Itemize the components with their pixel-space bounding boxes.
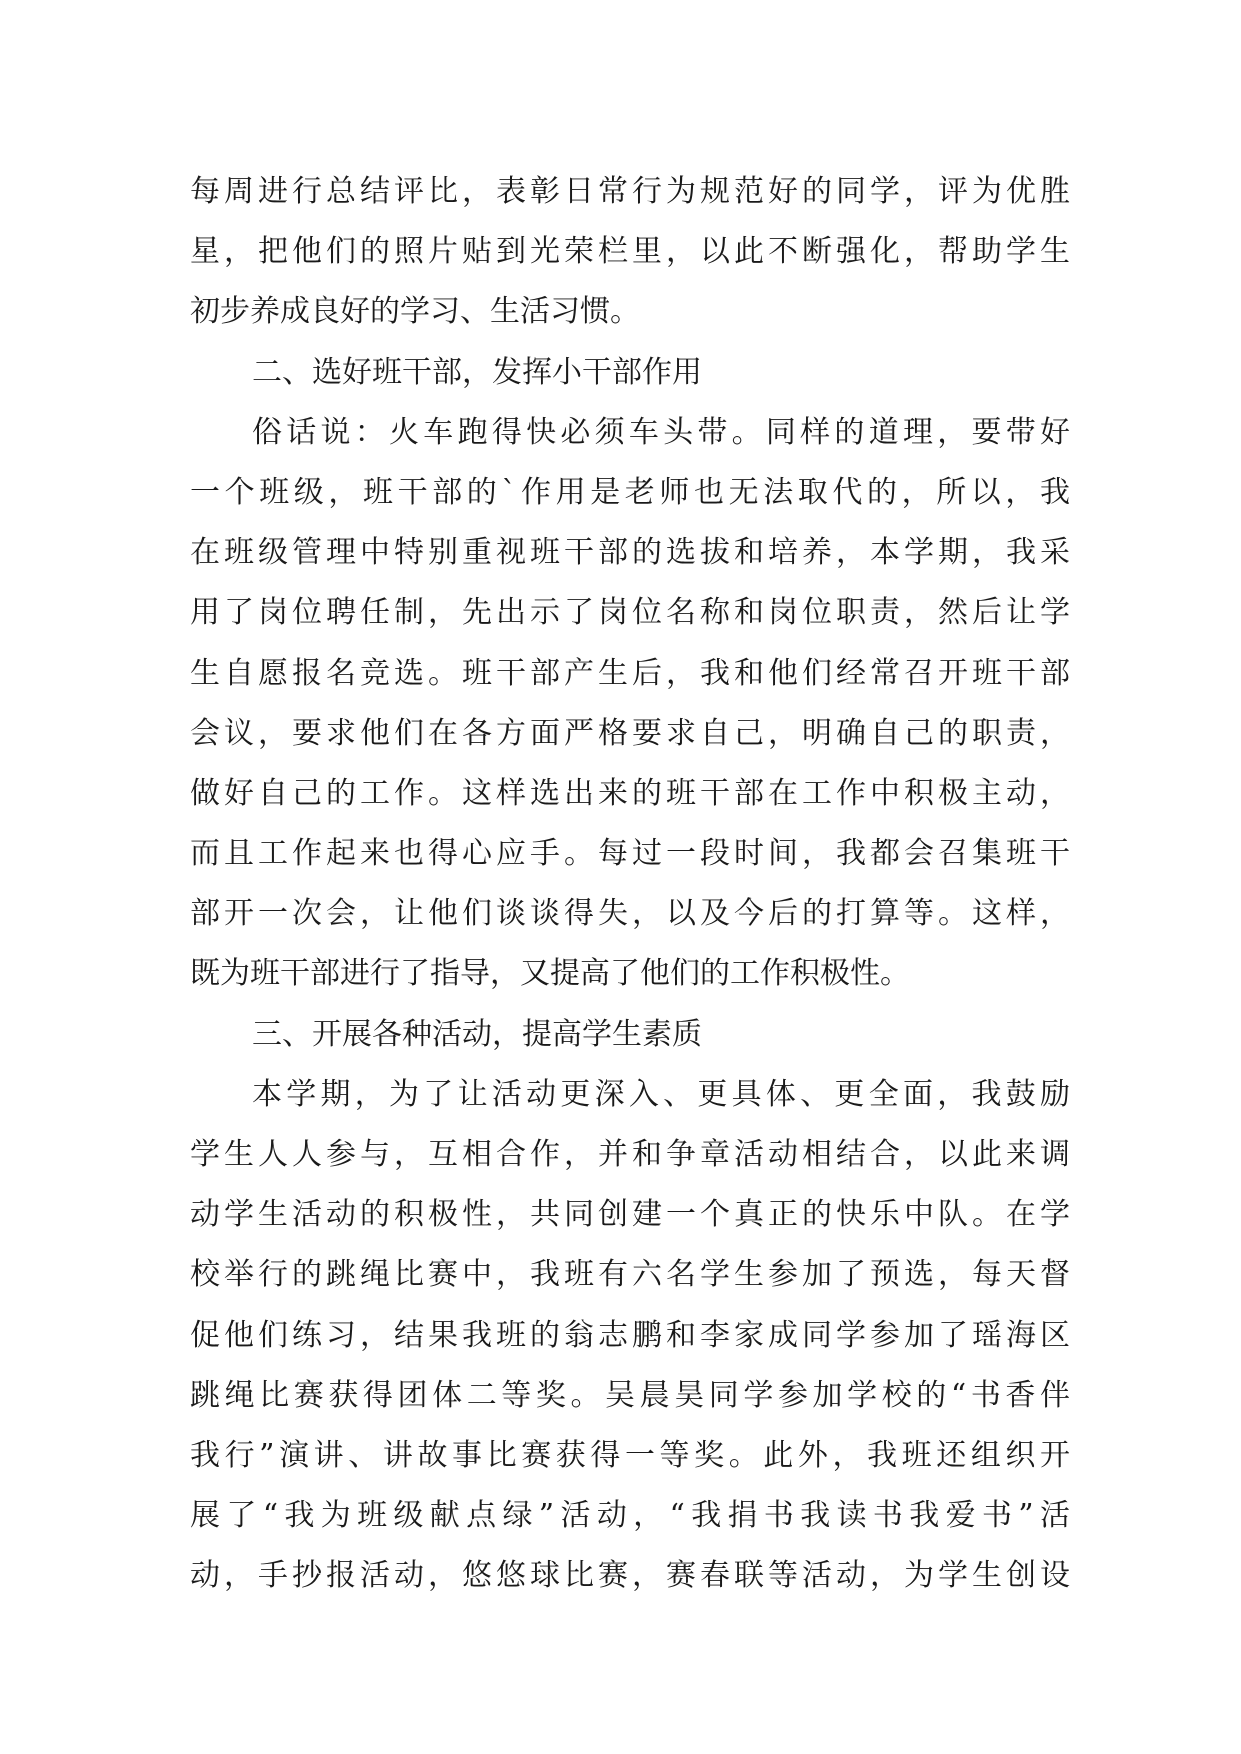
text-line: 做好自己的工作。这样选出来的班干部在工作中积极主动， (190, 775, 1070, 811)
text-line: 展了“我为班级献点绿”活动，“我捐书我读书我爱书”活 (190, 1498, 1070, 1534)
text-line: 用了岗位聘任制，先出示了岗位名称和岗位职责，然后让学 (190, 595, 1070, 631)
text-line: 星，把他们的照片贴到光荣栏里，以此不断强化，帮助学生 (190, 234, 1070, 270)
text-line: 在班级管理中特别重视班干部的选拔和培养，本学期，我采 (190, 535, 1070, 571)
text-line: 促他们练习，结果我班的翁志鹏和李家成同学参加了瑶海区 (190, 1317, 1070, 1353)
text-line: 既为班干部进行了指导，又提高了他们的工作积极性。 (190, 956, 910, 992)
text-line: 跳绳比赛获得团体二等奖。吴晨昊同学参加学校的“书香伴 (190, 1377, 1070, 1413)
text-line: 本学期，为了让活动更深入、更具体、更全面，我鼓励 (252, 1076, 1070, 1112)
text-line: 我行”演讲、讲故事比赛获得一等奖。此外，我班还组织开 (190, 1437, 1070, 1473)
text-line: 部开一次会，让他们谈谈得失，以及今后的打算等。这样， (190, 896, 1070, 932)
text-line: 校举行的跳绳比赛中，我班有六名学生参加了预选，每天督 (190, 1257, 1070, 1293)
text-line: 一个班级，班干部的`作用是老师也无法取代的，所以，我 (190, 474, 1070, 510)
text-line: 动学生活动的积极性，共同创建一个真正的快乐中队。在学 (190, 1197, 1070, 1233)
text-line: 生自愿报名竞选。班干部产生后，我和他们经常召开班干部 (190, 655, 1070, 691)
text-line: 二、选好班干部，发挥小干部作用 (252, 354, 702, 390)
text-line: 俗话说：火车跑得快必须车头带。同样的道理，要带好 (252, 414, 1070, 450)
text-line: 会议，要求他们在各方面严格要求自己，明确自己的职责， (190, 715, 1070, 751)
text-line: 而且工作起来也得心应手。每过一段时间，我都会召集班干 (190, 836, 1070, 872)
text-line: 每周进行总结评比，表彰日常行为规范好的同学，评为优胜 (190, 174, 1070, 209)
text-line: 动，手抄报活动，悠悠球比赛，赛春联等活动，为学生创设 (190, 1558, 1070, 1594)
document-body (190, 162, 1070, 1607)
text-line: 学生人人参与，互相合作，并和争章活动相结合，以此来调 (190, 1137, 1070, 1172)
text-line: 三、开展各种活动，提高学生素质 (252, 1016, 702, 1052)
text-line: 初步养成良好的学习、生活习惯。 (190, 294, 640, 330)
